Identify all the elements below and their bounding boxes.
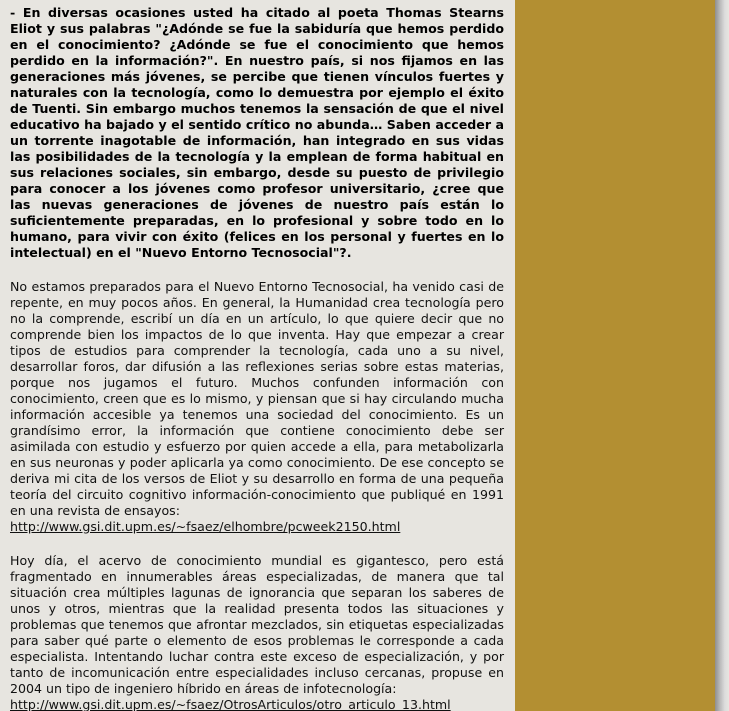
- answer-paragraph-1: [10, 279, 504, 535]
- answer-text-2: Hoy día, el acervo de conocimiento mundial es gigantesco, pero está fragmentado en innumerables áreas especializadas, de manera que tal situación crea múltiples lagunas de ignorancia que separan los saberes de unos y otros, mientras que la realidad presenta todos las situaciones y problemas que tenemos que afrontar mezclados, sin etiquetas especializadas para saber qué parte o elemento de esos problemas le corresponde a cada especialista. Intentando luchar contra este exceso de especialización, y por tanto de incomunicación entre especialidades incluso cercanas, propuse en 2004 un tipo de ingeniero híbrido en áreas de infotecnología:: [10, 553, 504, 696]
- article-body: [10, 5, 504, 711]
- link-otro-articulo-13[interactable]: http://www.gsi.dit.upm.es/~fsaez/OtrosArticulos/otro_articulo_13.html: [10, 697, 451, 711]
- side-panel: [515, 0, 715, 711]
- side-panel-shadow: [715, 0, 729, 711]
- interview-question: - En diversas ocasiones usted ha citado al poeta Thomas Stearns Eliot y sus palabras "¿Adónde se fue la sabiduría que hemos perdido en el conocimiento? ¿Adónde se fue el conocimiento que hemos perdido en la información?". En nuestro país, si nos fijamos en las generaciones más jóvenes, se percibe que tienen vínculos fuertes y naturales con la tecnología, como lo demuestra por ejemplo el éxito de Tuenti. Sin embargo muchos tenemos la sensación de que el nivel educativo ha bajado y el sentido crítico no abunda… Saben acceder a un torrente inagotable de información, han integrado en sus vidas las posibilidades de la tecnología y la emplean de forma habitual en sus relaciones sociales, sin embargo, desde su puesto de privilegio para conocer a los jóvenes como profesor universitario, ¿cree que las nuevas generaciones de jóvenes de nuestro país están lo suficientemente preparadas, en lo profesional y sobre todo en lo humano, para vivir con éxito (felices en los personal y fuertes en lo intelectual) en el "Nuevo Entorno Tecnosocial"?.: [10, 5, 504, 260]
- answer-text-1: No estamos preparados para el Nuevo Entorno Tecnosocial, ha venido casi de repente, en muy pocos años. En general, la Humanidad crea tecnología pero no la comprende, escribí un día en un artículo, lo que quiere decir que no comprende bien los impactos de lo que inventa. Hay que empezar a crear tipos de estudios para comprender la tecnología, cada uno a su nivel, desarrollar foros, dar difusión a las reflexiones serias sobre estas materias, porque nos jugamos el futuro. Muchos confunden información con conocimiento, creen que es lo mismo, y piensan que si hay circulando mucha información accesible ya tenemos una sociedad del conocimiento. Es un grandísimo error, la información que contiene conocimiento debe ser asimilada con estudio y esfuerzo por quien accede a ella, para metabolizarla en sus neuronas y poder aplicarla ya como conocimiento. De ese concepto se deriva mi cita de los versos de Eliot y su desarrollo en forma de una pequeña teoría del circuito cognitivo información-conocimiento que publiqué en 1991 en una revista de ensayos:: [10, 279, 504, 518]
- answer-paragraph-2: [10, 553, 504, 711]
- link-pcweek-article[interactable]: http://www.gsi.dit.upm.es/~fsaez/elhombre/pcweek2150.html: [10, 519, 401, 534]
